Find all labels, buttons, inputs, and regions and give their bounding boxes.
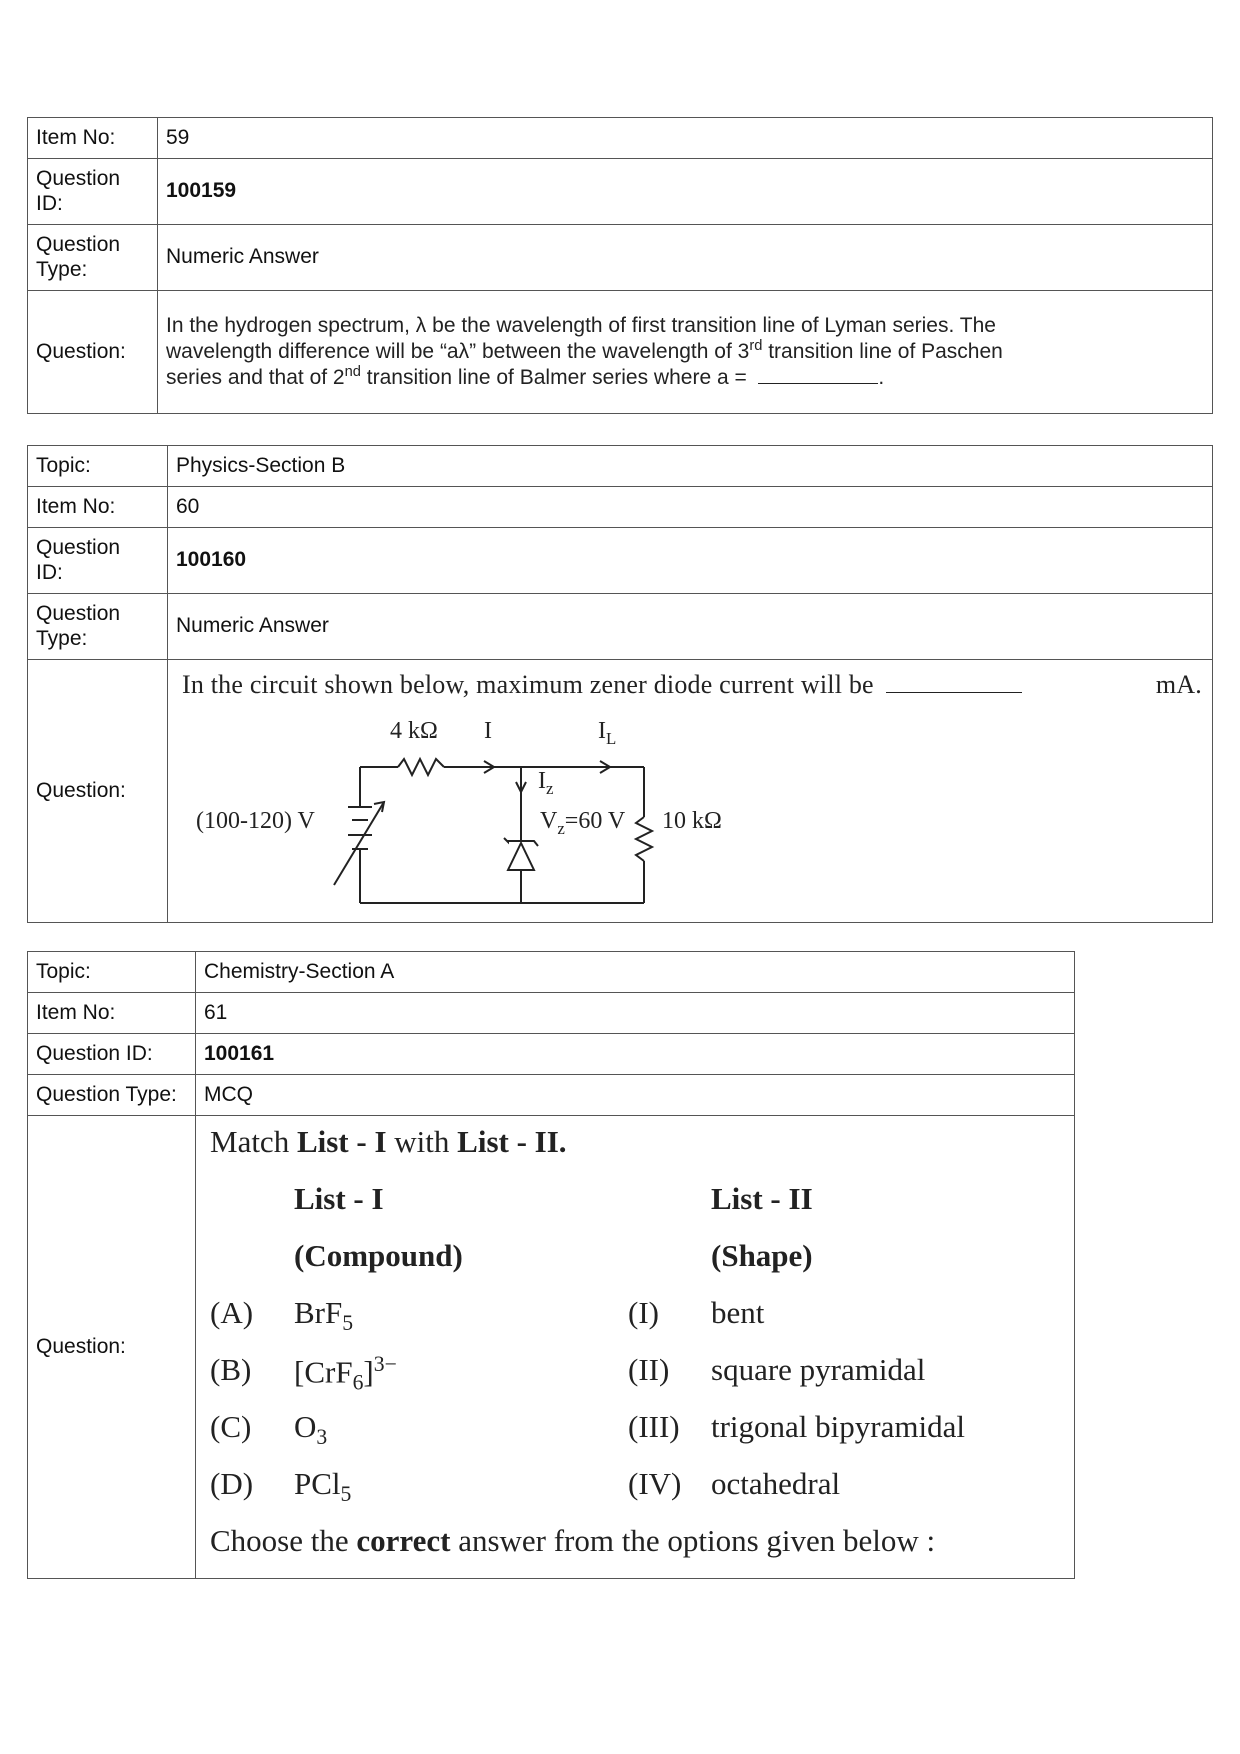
- question-cell: [196, 1116, 1075, 1579]
- question-cell: [168, 660, 1213, 923]
- question-label: Question:: [28, 291, 158, 414]
- item-no-value: 61: [196, 993, 1075, 1034]
- topic-label: Topic:: [28, 446, 168, 487]
- item-no-label: Item No:: [28, 487, 168, 528]
- compound-sub: 3: [316, 1425, 328, 1450]
- question-59-table: [27, 117, 1213, 414]
- label-current-Iz: [538, 768, 553, 798]
- row-key: (D): [210, 1466, 254, 1501]
- footer-text-c: answer from the options given below :: [450, 1523, 936, 1558]
- row-key: (C): [210, 1409, 252, 1444]
- row-roman: (II): [628, 1352, 670, 1387]
- question-type-label: Question Type:: [28, 594, 168, 660]
- intro-text-c: with: [386, 1124, 458, 1159]
- list2-title: List - II: [711, 1181, 813, 1216]
- superscript-nd: nd: [344, 364, 361, 381]
- question-id-value: 100159: [158, 159, 1213, 225]
- match-list-question: [196, 1116, 1074, 1578]
- circuit-labels: [168, 660, 1212, 922]
- question-id-label: Question ID:: [28, 159, 158, 225]
- question-content: [168, 660, 1212, 922]
- row-compound: $[CrF_6]^{3-}$: [294, 1352, 397, 1395]
- label-IL-main: I: [598, 718, 606, 744]
- label-Iz-main: I: [538, 768, 546, 794]
- question-text-main: In the circuit shown below, maximum zener diode current will be: [182, 670, 874, 699]
- question-line-2a: wavelength difference will be “aλ” between the wavelength of 3: [166, 339, 750, 363]
- question-line-2b: transition line of Paschen: [762, 339, 1003, 363]
- row-shape: square pyramidal: [711, 1352, 926, 1387]
- question-line-3: [166, 364, 1204, 390]
- row-roman: (III): [628, 1409, 680, 1444]
- compound-sub: 6: [352, 1370, 364, 1395]
- unit-label: mA.: [1155, 670, 1202, 699]
- question-id-value: 100161: [196, 1034, 1075, 1075]
- question-text: [158, 291, 1213, 414]
- label-source: (100-120) V: [196, 808, 315, 834]
- label-Vz-value: =60 V: [564, 808, 626, 834]
- row-roman: (IV): [628, 1466, 682, 1501]
- row-shape: bent: [711, 1295, 765, 1330]
- row-compound: [294, 1409, 327, 1450]
- compound-sub: 5: [340, 1482, 352, 1507]
- compound-sub: 5: [342, 1311, 354, 1336]
- label-Vz-sub: z: [557, 818, 565, 838]
- footer-text-a: Choose the: [210, 1523, 357, 1558]
- row-shape: trigonal bipyramidal: [711, 1409, 965, 1444]
- item-no-value: 59: [158, 118, 1213, 159]
- question-type-label: Question Type:: [28, 1075, 196, 1116]
- label-current-IL: [598, 718, 616, 748]
- intro-list1: List - I: [296, 1124, 387, 1159]
- compound-sup: 3−: [373, 1352, 397, 1376]
- topic-label: Topic:: [28, 952, 196, 993]
- row-shape: octahedral: [711, 1466, 841, 1501]
- label-load: 10 kΩ: [662, 808, 722, 834]
- footer-correct: correct: [356, 1523, 451, 1558]
- topic-value: Chemistry-Section A: [196, 952, 1075, 993]
- topic-value: Physics-Section B: [168, 446, 1213, 487]
- row-key: (B): [210, 1352, 252, 1387]
- item-no-label: Item No:: [28, 993, 196, 1034]
- question-61-table: [27, 951, 1075, 1579]
- list1-title: List - I: [294, 1181, 384, 1216]
- label-zener-voltage: [540, 808, 625, 838]
- item-no-value: 60: [168, 487, 1213, 528]
- label-Iz-sub: z: [546, 778, 554, 798]
- label-4k: 4 kΩ: [390, 718, 438, 744]
- superscript-rd: rd: [749, 337, 763, 354]
- question-line-3a: series and that of 2: [166, 366, 345, 390]
- question-60-table: [27, 445, 1213, 923]
- question-type-value: Numeric Answer: [168, 594, 1213, 660]
- intro-line: [210, 1124, 567, 1160]
- question-id-label: Question ID:: [28, 528, 168, 594]
- list1-subtitle: (Compound): [294, 1238, 463, 1273]
- intro-list2: List - II: [457, 1124, 559, 1159]
- question-line-3-end: .: [878, 366, 885, 390]
- compound-main: BrF: [294, 1295, 343, 1330]
- compound-main: O: [294, 1409, 317, 1444]
- row-roman: (I): [628, 1295, 659, 1330]
- question-line-1: In the hydrogen spectrum, λ be the wavelength of first transition line of Lyman series. The: [166, 313, 996, 337]
- question-label: Question:: [28, 660, 168, 923]
- question-label: Question:: [28, 1116, 196, 1579]
- compound-main: PCl: [294, 1466, 341, 1501]
- item-no-label: Item No:: [28, 118, 158, 159]
- question-type-value: MCQ: [196, 1075, 1075, 1116]
- question-id-value: 100160: [168, 528, 1213, 594]
- row-key: (A): [210, 1295, 254, 1330]
- intro-period: .: [558, 1124, 567, 1159]
- question-type-value: Numeric Answer: [158, 225, 1213, 291]
- question-line-3b: transition line of Balmer series where a =: [360, 366, 747, 390]
- question-line-2: [166, 338, 1204, 364]
- footer-line: [210, 1523, 935, 1559]
- answer-blank: [758, 365, 878, 384]
- row-compound: [294, 1295, 353, 1336]
- compound-main: [CrF: [294, 1354, 353, 1390]
- label-Vz-main: V: [540, 808, 558, 834]
- question-type-label: Question Type:: [28, 225, 158, 291]
- label-current-I: I: [484, 718, 492, 744]
- label-IL-sub: L: [606, 728, 617, 748]
- intro-text-a: Match: [210, 1124, 297, 1159]
- list2-subtitle: (Shape): [711, 1238, 813, 1273]
- row-compound: [294, 1466, 351, 1507]
- question-id-label: Question ID:: [28, 1034, 196, 1075]
